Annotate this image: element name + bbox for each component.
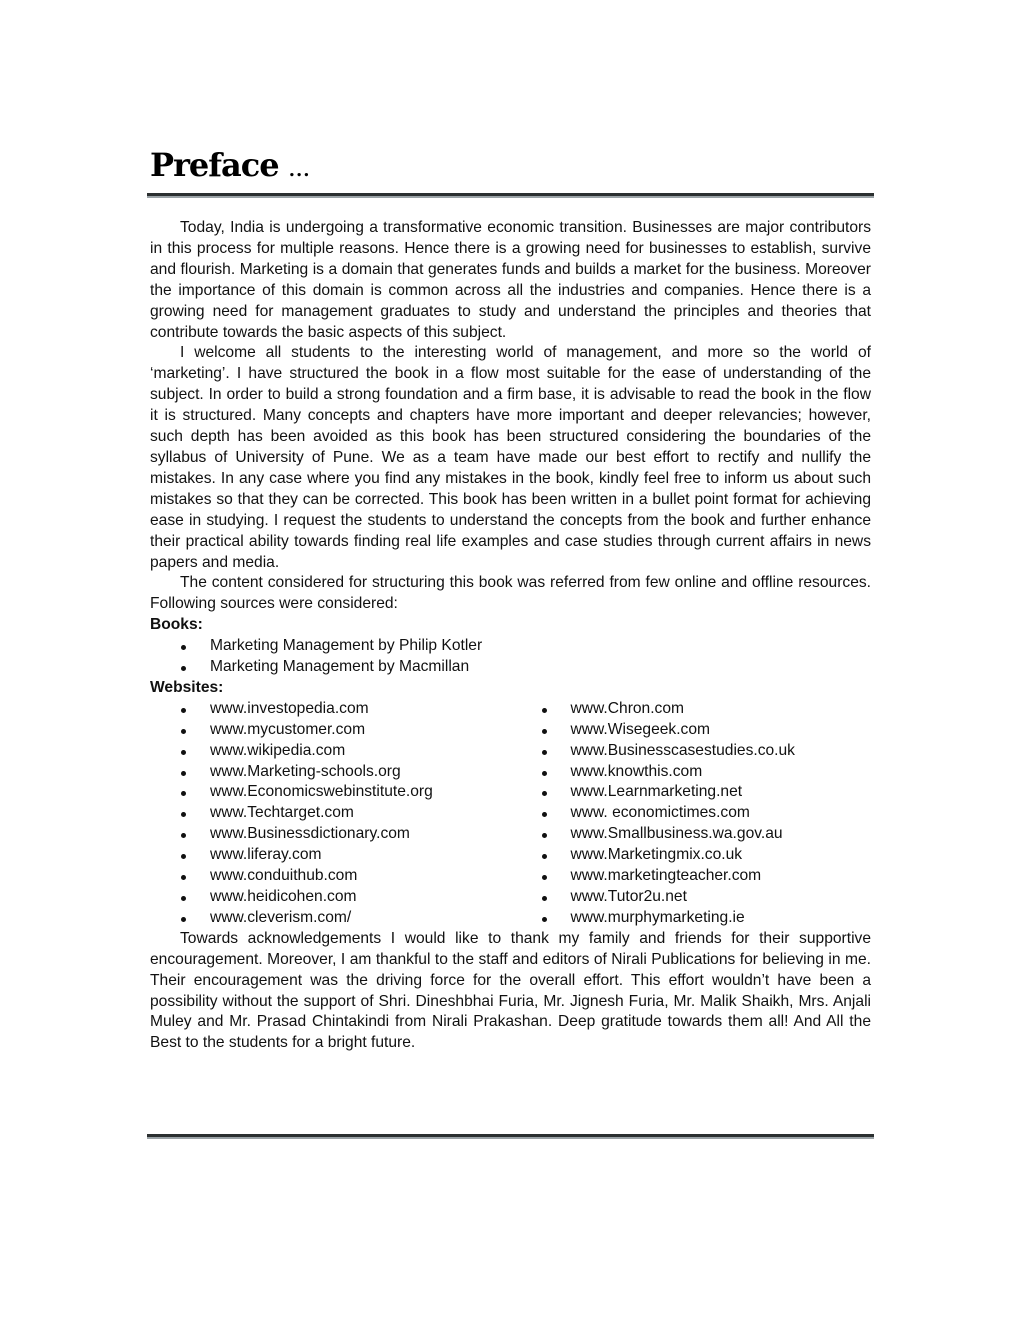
list-item: www.Wisegeek.com: [511, 720, 872, 741]
title-text: Preface: [150, 146, 279, 184]
list-item: Marketing Management by Philip Kotler: [150, 636, 871, 657]
list-item: www.murphymarketing.ie: [511, 908, 872, 929]
books-list: [150, 636, 871, 678]
list-item: www.Tutor2u.net: [511, 887, 872, 908]
page-title: [150, 145, 871, 191]
title-suffix: ...: [288, 160, 311, 181]
list-item: www.Learnmarketing.net: [511, 782, 872, 803]
list-item: www.Marketing-schools.org: [150, 762, 511, 783]
list-item: Marketing Management by Macmillan: [150, 657, 871, 678]
list-item: www. economictimes.com: [511, 803, 872, 824]
list-item: www.Businesscasestudies.co.uk: [511, 741, 872, 762]
list-item: www.Smallbusiness.wa.gov.au: [511, 824, 872, 845]
title-divider: [147, 193, 874, 198]
books-heading: Books:: [150, 616, 203, 634]
websites-list-left: [150, 699, 511, 929]
list-item: www.liferay.com: [150, 845, 511, 866]
preface-page: [150, 145, 871, 1054]
list-item: www.Businessdictionary.com: [150, 824, 511, 845]
list-item: www.wikipedia.com: [150, 741, 511, 762]
paragraph-sources: The content considered for structuring this book was referred from few online and offline resources. Following sources were considered:: [150, 574, 871, 613]
list-item: www.heidicohen.com: [150, 887, 511, 908]
paragraph-welcome: I welcome all students to the interesting world of management, and more so the world of ‘marketing’. I have structured the book in a flow most suitable for the ease of understanding of the subject. In order to build a strong foundation and a firm base, it is advisable to read the book in the flow it is structured. Many concepts and chapters have more important and deeper relevancies; however, such depth has been avoided as this book has been structured considering the boundaries of the syllabus of University of Pune. We as a team have made our best effort to rectify and nullify the mistakes. In any case where you find any mistakes in the book, kindly feel free to inform us about such mistakes so that they can be corrected. This book has been written in a bullet point format for achieving ease in studying. I request the students to understand the concepts from the book and further enhance their practical ability towards finding real life examples and case studies through current affairs in news papers and media.: [150, 344, 871, 571]
list-item: www.conduithub.com: [150, 866, 511, 887]
paragraph-intro: Today, India is undergoing a transformative economic transition. Businesses are major contributors in this process for multiple reasons. Hence there is a growing need for businesses to establish, survive and flourish. Marketing is a domain that generates funds and builds a market for the business. Moreover the importance of this domain is common across all the industries and companies. Hence there is a growing need for management graduates to study and understand the principles and theories that contribute towards the basic aspects of this subject.: [150, 219, 871, 341]
list-item: www.Chron.com: [511, 699, 872, 720]
list-item: www.marketingteacher.com: [511, 866, 872, 887]
list-item: www.knowthis.com: [511, 762, 872, 783]
list-item: www.Marketingmix.co.uk: [511, 845, 872, 866]
list-item: www.Economicswebinstitute.org: [150, 782, 511, 803]
paragraph-acknowledgement: Towards acknowledgements I would like to thank my family and friends for their supportive encouragement. Moreover, I am thankful to the staff and editors of Nirali Publications for believing in me. Their encouragement was the driving force for the overall effort. This effort wouldn’t have been a possibility without the support of Shri. Dineshbhai Furia, Mr. Jignesh Furia, Mr. Malik Shaikh, Mrs. Anjali Muley and Mr. Prasad Chintakindi from Nirali Prakashan. Deep gratitude towards them all! And All the Best to the students for a bright future.: [150, 929, 871, 1052]
footer-divider: [147, 1134, 874, 1139]
preface-body: [150, 218, 871, 1054]
list-item: www.mycustomer.com: [150, 720, 511, 741]
list-item: www.Techtarget.com: [150, 803, 511, 824]
websites-list-right: [511, 699, 872, 929]
list-item: www.cleverism.com/: [150, 908, 511, 929]
websites-columns: [150, 699, 871, 929]
websites-heading: Websites:: [150, 678, 224, 696]
list-item: www.investopedia.com: [150, 699, 511, 720]
